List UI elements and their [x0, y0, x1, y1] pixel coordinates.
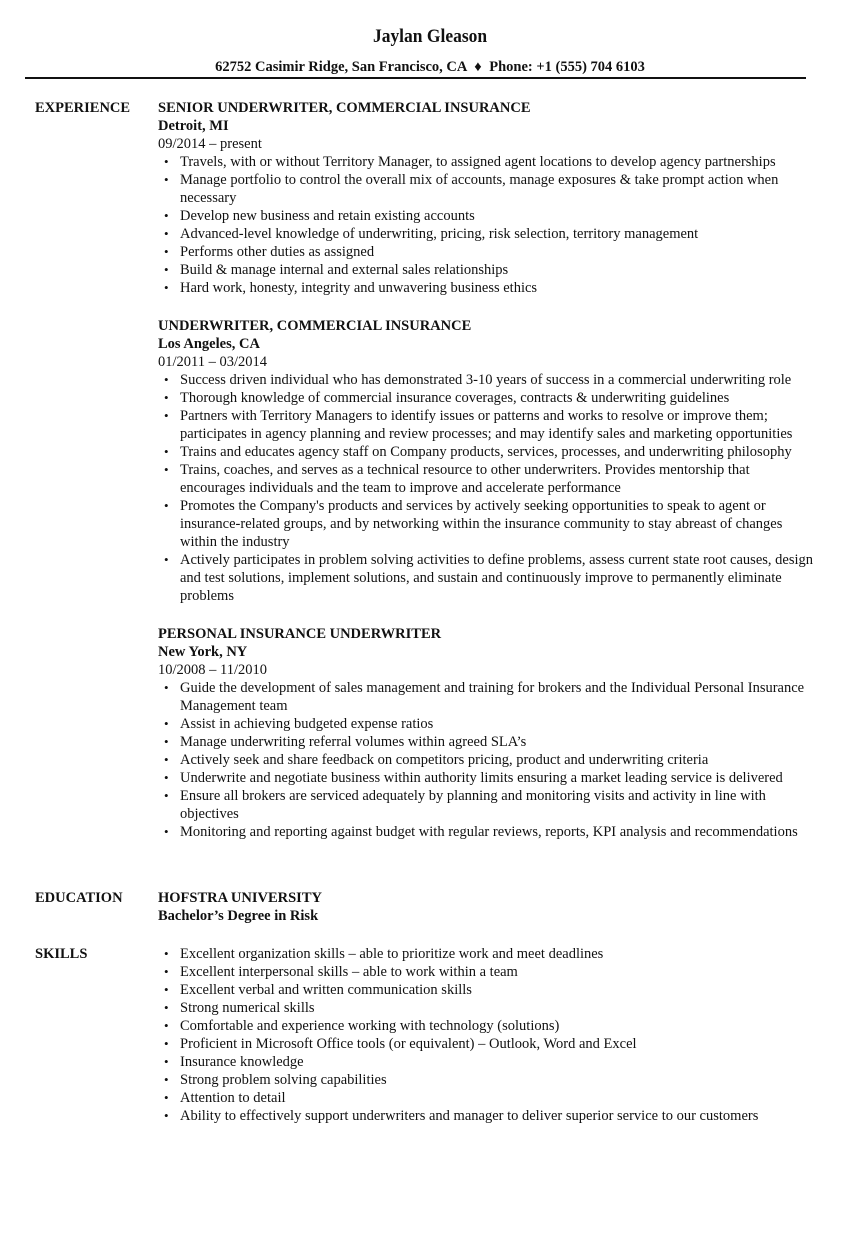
skill-item: • Attention to detail — [158, 1089, 818, 1107]
job-bullets — [158, 679, 818, 841]
bullet-item: • Actively participates in problem solving activities to define problems, assess current state root causes, design and test solutions, implement solutions, and sustain and continuously improve to permanently eliminate problems — [158, 551, 818, 605]
bullet-item: • Guide the development of sales management and training for brokers and the Individual Personal Insurance Management team — [158, 679, 818, 715]
skill-item: • Proficient in Microsoft Office tools (or equivalent) – Outlook, Word and Excel — [158, 1035, 818, 1053]
job-dates: 10/2008 – 11/2010 — [158, 662, 268, 678]
candidate-name: Jaylan Gleason — [372, 26, 488, 47]
skills-body — [158, 945, 818, 1125]
skills-list — [158, 945, 818, 1125]
job-entry — [158, 625, 818, 841]
skill-item: • Strong numerical skills — [158, 999, 818, 1017]
resume-header — [0, 24, 860, 50]
job-location: Los Angeles, CA — [158, 336, 260, 352]
skill-item: • Strong problem solving capabilities — [158, 1071, 818, 1089]
bullet-item: • Success driven individual who has demonstrated 3-10 years of success in a commercial underwriting role — [158, 371, 818, 389]
bullet-item: • Build & manage internal and external sales relationships — [158, 261, 818, 279]
bullet-item: • Travels, with or without Territory Manager, to assigned agent locations to develop agency partnerships — [158, 153, 818, 171]
job-entry — [158, 99, 818, 297]
skill-item: • Excellent organization skills – able to prioritize work and meet deadlines — [158, 945, 818, 963]
job-title: PERSONAL INSURANCE UNDERWRITER — [158, 626, 442, 642]
bullet-item: • Manage portfolio to control the overall mix of accounts, manage exposures & take prompt action when necessary — [158, 171, 818, 207]
bullet-item: • Trains and educates agency staff on Company products, services, processes, and underwriting philosophy — [158, 443, 818, 461]
school-name: HOFSTRA UNIVERSITY — [158, 890, 322, 906]
skill-item: • Excellent verbal and written communication skills — [158, 981, 818, 999]
job-dates: 01/2011 – 03/2014 — [158, 354, 268, 370]
bullet-item: • Monitoring and reporting against budget with regular reviews, reports, KPI analysis and recommendations — [158, 823, 818, 841]
job-bullets — [158, 153, 818, 297]
bullet-item: • Thorough knowledge of commercial insurance coverages, contracts & underwriting guidelines — [158, 389, 818, 407]
experience-body — [158, 99, 818, 857]
bullet-item: • Actively seek and share feedback on competitors pricing, product and underwriting criteria — [158, 751, 818, 769]
bullet-item: • Ensure all brokers are serviced adequately by planning and monitoring visits and activity in line with objectives — [158, 787, 818, 823]
bullet-item: • Promotes the Company's products and services by actively seeking opportunities to speak to agent or insurance-related groups, and by networking within the insurance community to stay abreast of changes within the industry — [158, 497, 818, 551]
skill-item: • Insurance knowledge — [158, 1053, 818, 1071]
bullet-item: • Performs other duties as assigned — [158, 243, 818, 261]
address: 62752 Casimir Ridge, San Francisco, CA — [215, 59, 467, 75]
section-label-experience: EXPERIENCE — [35, 100, 131, 116]
contact-line — [0, 58, 860, 76]
bullet-item: • Assist in achieving budgeted expense ratios — [158, 715, 818, 733]
skill-item: • Ability to effectively support underwriters and manager to deliver superior service to our customers — [158, 1107, 818, 1125]
skill-item: • Excellent interpersonal skills – able to work within a team — [158, 963, 818, 981]
diamond-separator-icon: ♦ — [474, 59, 482, 75]
job-bullets — [158, 371, 818, 605]
job-dates: 09/2014 – present — [158, 136, 262, 152]
bullet-item: • Underwrite and negotiate business within authority limits ensuring a market leading service is delivered — [158, 769, 818, 787]
job-entry — [158, 317, 818, 605]
bullet-item: • Manage underwriting referral volumes within agreed SLA’s — [158, 733, 818, 751]
degree: Bachelor’s Degree in Risk — [158, 908, 319, 924]
skill-item: • Comfortable and experience working with technology (solutions) — [158, 1017, 818, 1035]
header-divider — [25, 77, 806, 79]
job-title: UNDERWRITER, COMMERCIAL INSURANCE — [158, 318, 472, 334]
bullet-item: • Develop new business and retain existing accounts — [158, 207, 818, 225]
phone: Phone: +1 (555) 704 6103 — [489, 59, 645, 75]
section-label-skills: SKILLS — [35, 946, 88, 962]
job-title: SENIOR UNDERWRITER, COMMERCIAL INSURANCE — [158, 100, 531, 116]
bullet-item: • Partners with Territory Managers to identify issues or patterns and works to resolve or improve them; participates in agency planning and review processes; and may identify sales and marketing opportunities — [158, 407, 818, 443]
bullet-item: • Hard work, honesty, integrity and unwavering business ethics — [158, 279, 818, 297]
bullet-item: • Advanced-level knowledge of underwriting, pricing, risk selection, territory management — [158, 225, 818, 243]
job-location: Detroit, MI — [158, 118, 229, 134]
section-label-education: EDUCATION — [35, 890, 123, 906]
job-location: New York, NY — [158, 644, 248, 660]
education-body — [158, 889, 818, 925]
bullet-item: • Trains, coaches, and serves as a technical resource to other underwriters. Provides mentorship that encourages individuals and the team to improve and accelerate performance — [158, 461, 818, 497]
